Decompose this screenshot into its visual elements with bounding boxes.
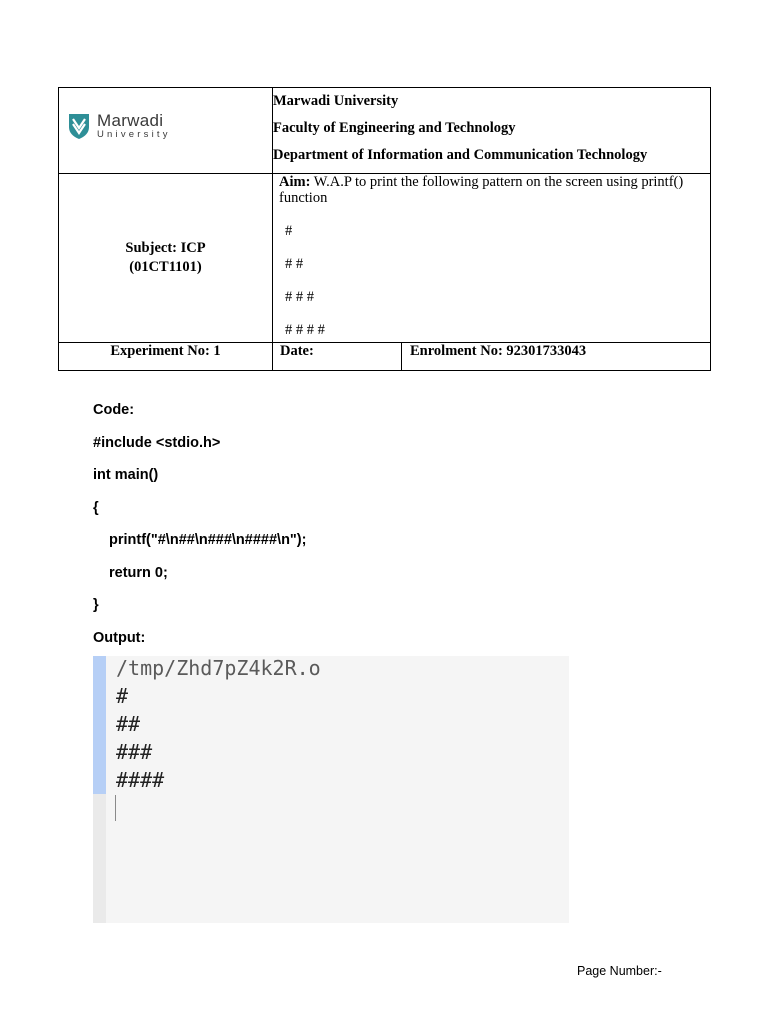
output-lines	[116, 656, 321, 796]
code-line: int main()	[93, 467, 159, 483]
code-line: }	[93, 597, 99, 613]
text-cursor	[115, 795, 116, 821]
department-name: Department of Information and Communication Technology	[273, 147, 648, 163]
aim-text	[279, 174, 704, 206]
logo-cell	[59, 88, 273, 174]
output-line: ####	[116, 768, 165, 792]
selection-gutter	[93, 656, 106, 794]
pattern-line: #	[285, 223, 293, 239]
code-label: Code:	[93, 402, 135, 418]
pattern-line: # # # #	[285, 322, 325, 338]
output-line: ##	[116, 712, 141, 736]
page-number: Page Number:-	[577, 964, 662, 978]
output-line: ###	[116, 740, 153, 764]
code-line: printf("#\n##\n###\n####\n");	[109, 532, 307, 548]
experiment-number: Experiment No: 1	[59, 343, 273, 371]
output-line: #	[116, 684, 129, 708]
university-logo	[67, 112, 171, 140]
aim-label: Aim:	[279, 174, 311, 190]
university-name: Marwadi University	[273, 93, 399, 109]
subject-name: Subject: ICP	[125, 240, 206, 256]
code-line: {	[93, 499, 99, 516]
aim-description: W.A.P to print the following pattern on the screen using printf() function	[279, 174, 684, 206]
enrolment-number: Enrolment No: 92301733043	[402, 343, 711, 371]
aim-cell	[273, 174, 711, 343]
logo-name: Marwadi	[97, 111, 164, 131]
code-section	[93, 400, 306, 660]
gutter	[93, 794, 106, 923]
code-line: #include <stdio.h>	[93, 434, 221, 451]
output-terminal	[93, 656, 569, 923]
code-line: return 0;	[109, 564, 168, 581]
faculty-name: Faculty of Engineering and Technology	[273, 120, 516, 136]
subject-code: (01CT1101)	[129, 259, 202, 275]
shield-icon	[67, 112, 91, 140]
date-field: Date:	[273, 343, 402, 371]
aim-pattern	[279, 223, 704, 339]
pattern-line: # #	[285, 256, 304, 272]
pattern-line: # # #	[285, 289, 314, 305]
output-path: /tmp/Zhd7pZ4k2R.o	[116, 656, 321, 680]
logo-subtitle: University	[97, 129, 171, 141]
university-info	[273, 88, 711, 174]
subject-cell	[59, 174, 273, 343]
output-label: Output:	[93, 629, 146, 646]
header-table	[58, 87, 711, 371]
